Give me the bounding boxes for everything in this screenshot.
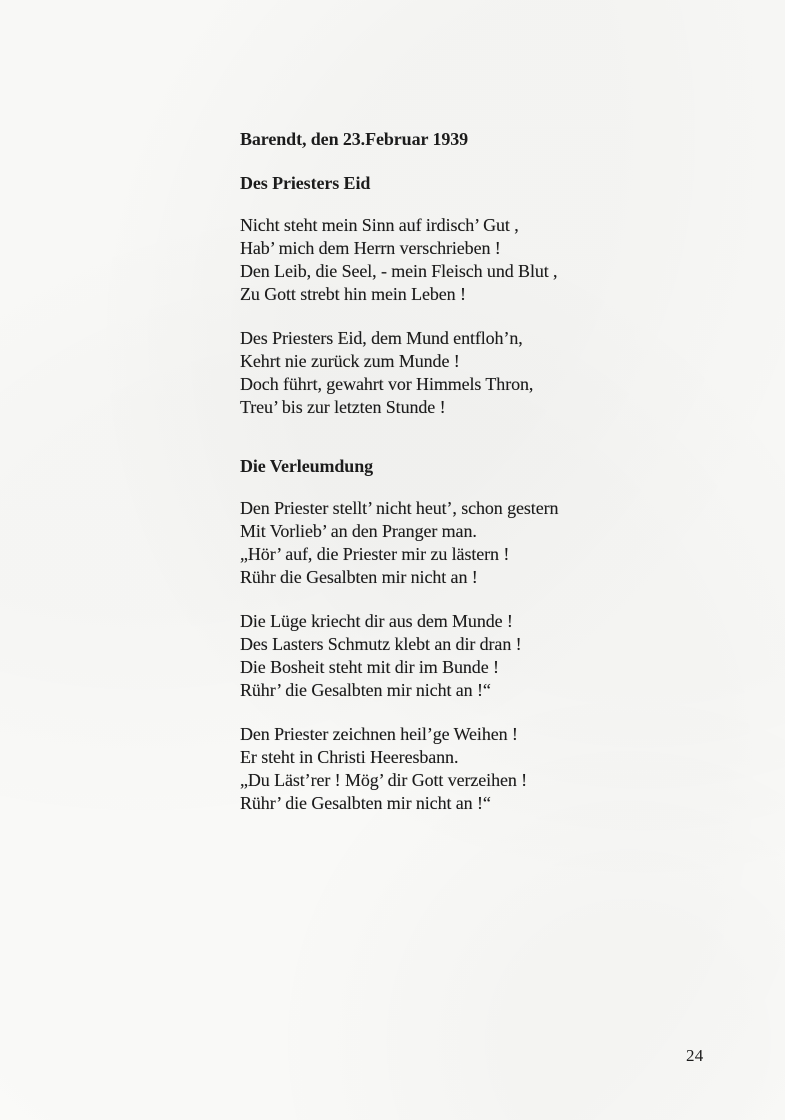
poem-line: Des Lasters Schmutz klebt an dir dran !: [240, 634, 522, 654]
poem-line: Kehrt nie zurück zum Munde !: [240, 351, 460, 371]
stanza: [240, 214, 660, 306]
page-content: [240, 128, 660, 836]
poem-die-verleumdung: [240, 455, 660, 815]
poem-title: Die Verleumdung: [240, 456, 374, 476]
poem-line: Rühr die Gesalbten mir nicht an !: [240, 567, 478, 587]
stanza: [240, 327, 660, 419]
poem-line: Den Priester zeichnen heil’ge Weihen !: [240, 724, 518, 744]
stanza: [240, 610, 660, 702]
poem-line: Nicht steht mein Sinn auf irdisch’ Gut ,: [240, 215, 519, 235]
poem-line: Zu Gott strebt hin mein Leben !: [240, 284, 466, 304]
poem-line: Er steht in Christi Heeresbann.: [240, 747, 459, 767]
poem-line: Den Leib, die Seel, - mein Fleisch und Blut ,: [240, 261, 558, 281]
poem-des-priesters-eid: [240, 172, 660, 419]
poem-line: Doch führt, gewahrt vor Himmels Thron,: [240, 374, 534, 394]
poem-line: Mit Vorlieb’ an den Pranger man.: [240, 521, 477, 541]
poem-line: Die Lüge kriecht dir aus dem Munde !: [240, 611, 513, 631]
stanza: [240, 723, 660, 815]
dateline: Barendt, den 23.Februar 1939: [240, 129, 469, 149]
poem-line: Den Priester stellt’ nicht heut’, schon gestern: [240, 498, 559, 518]
stanza: [240, 497, 660, 589]
poem-line: Treu’ bis zur letzten Stunde !: [240, 397, 446, 417]
poem-line: „Hör’ auf, die Priester mir zu lästern !: [240, 544, 510, 564]
poem-line: „Du Läst’rer ! Mög’ dir Gott verzeihen !: [240, 770, 528, 790]
poem-title: Des Priesters Eid: [240, 173, 371, 193]
poem-line: Des Priesters Eid, dem Mund entfloh’n,: [240, 328, 523, 348]
poem-line: Die Bosheit steht mit dir im Bunde !: [240, 657, 499, 677]
poem-line: Hab’ mich dem Herrn verschrieben !: [240, 238, 501, 258]
poem-line: Rühr’ die Gesalbten mir nicht an !“: [240, 793, 491, 813]
page-number: 24: [686, 1046, 704, 1065]
poem-line: Rühr’ die Gesalbten mir nicht an !“: [240, 680, 491, 700]
